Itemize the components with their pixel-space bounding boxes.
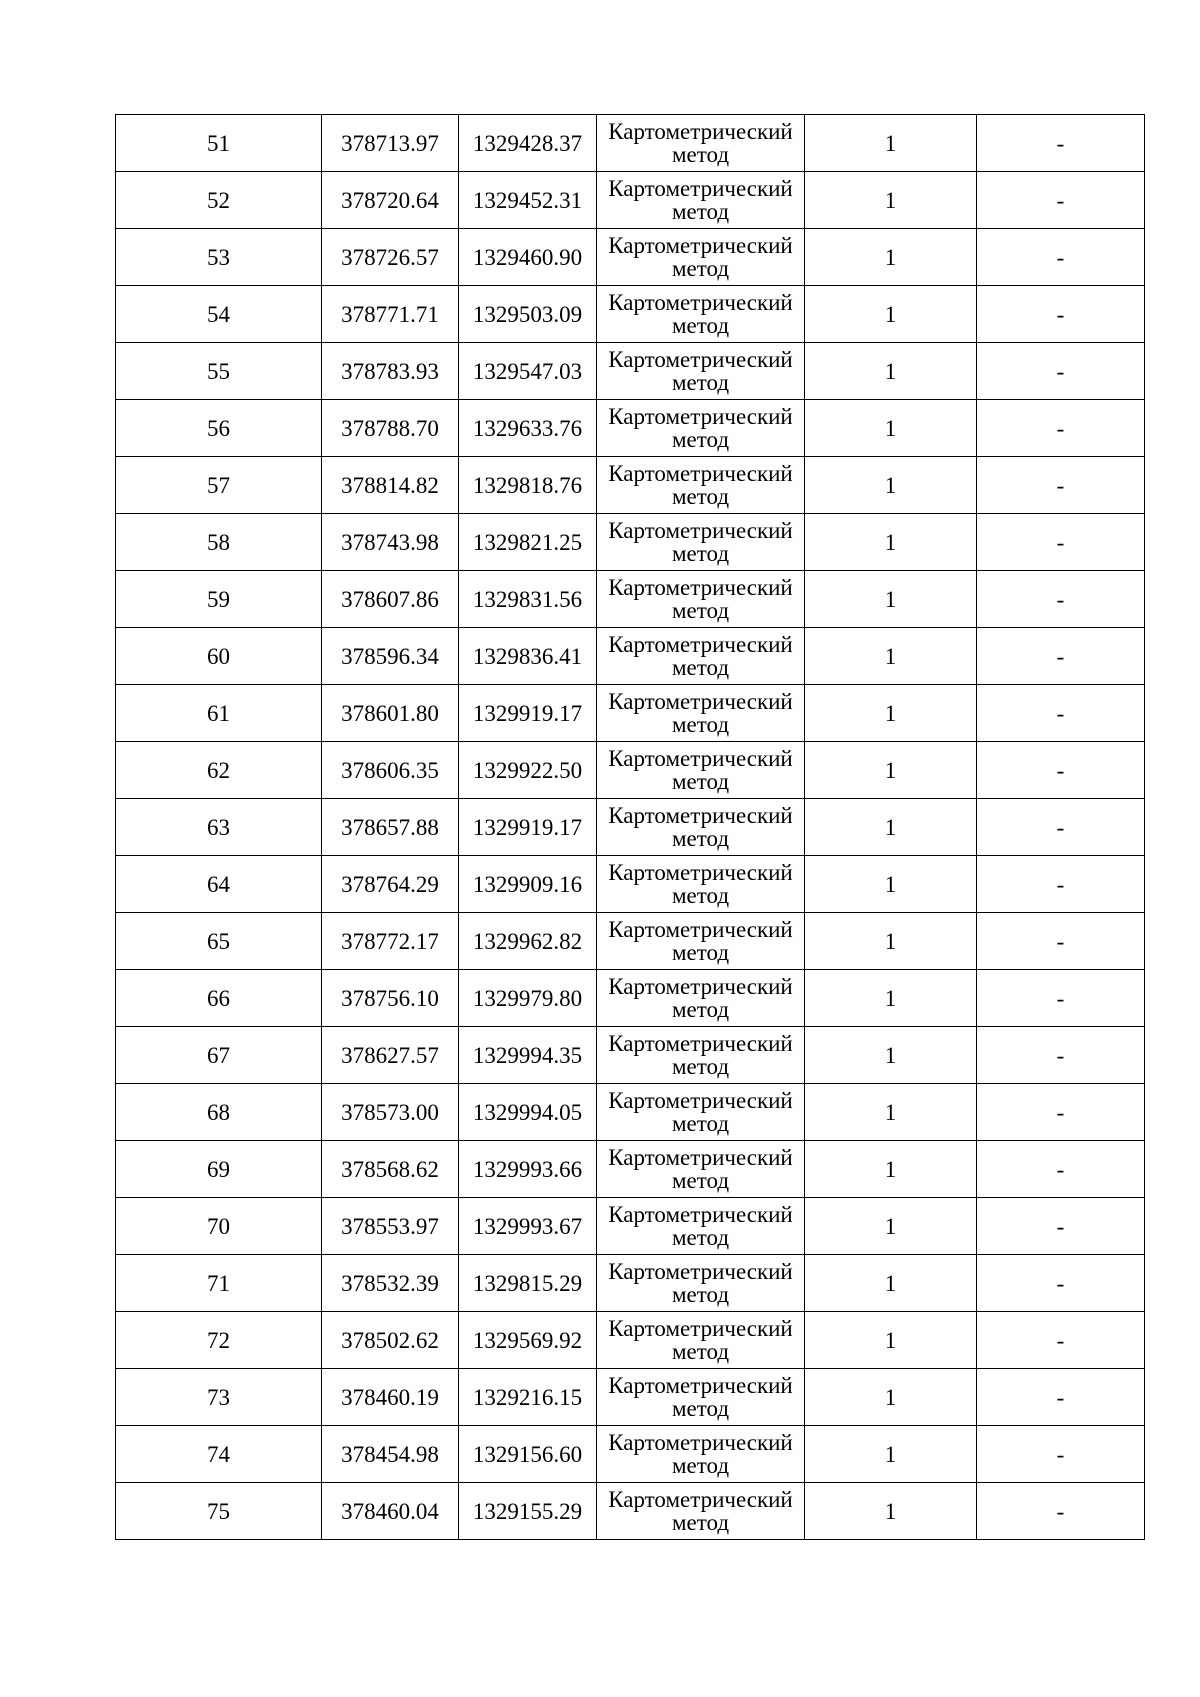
point-number-cell: 72 <box>116 1312 322 1369</box>
point-number-cell: 69 <box>116 1141 322 1198</box>
coordinates-table <box>115 114 1145 1540</box>
method-text-line2: метод <box>671 1054 730 1079</box>
description-cell: - <box>977 742 1145 799</box>
method-cell <box>597 799 805 856</box>
method-text-line2: метод <box>671 1282 730 1307</box>
method-text-line2: метод <box>671 1168 730 1193</box>
point-number-cell: 64 <box>116 856 322 913</box>
method-text-line2: метод <box>671 427 730 452</box>
method-text-line1: Картометрический <box>608 632 793 657</box>
method-text-line1: Картометрический <box>608 1259 793 1284</box>
point-number-cell: 62 <box>116 742 322 799</box>
accuracy-cell: 1 <box>805 571 977 628</box>
x-coordinate-cell: 378814.82 <box>322 457 459 514</box>
accuracy-cell: 1 <box>805 1255 977 1312</box>
point-number-cell: 65 <box>116 913 322 970</box>
table-row <box>116 1369 1145 1426</box>
method-cell <box>597 1483 805 1540</box>
method-text-line2: метод <box>671 1510 730 1535</box>
method-text-line1: Картометрический <box>608 233 793 258</box>
x-coordinate-cell: 378713.97 <box>322 115 459 172</box>
method-text-line1: Картометрический <box>608 575 793 600</box>
x-coordinate-cell: 378771.71 <box>322 286 459 343</box>
method-cell <box>597 343 805 400</box>
coordinates-table-body <box>116 115 1145 1540</box>
method-text-line1: Картометрический <box>608 746 793 771</box>
method-text-line1: Картометрический <box>608 404 793 429</box>
method-text-line1: Картометрический <box>608 974 793 999</box>
table-row <box>116 1198 1145 1255</box>
method-text-line2: метод <box>671 883 730 908</box>
method-text-line1: Картометрический <box>608 1316 793 1341</box>
description-cell: - <box>977 1084 1145 1141</box>
x-coordinate-cell: 378532.39 <box>322 1255 459 1312</box>
x-coordinate-cell: 378788.70 <box>322 400 459 457</box>
y-coordinate-cell: 1329994.05 <box>459 1084 597 1141</box>
method-text-line1: Картометрический <box>608 347 793 372</box>
method-text-line2: метод <box>671 1339 730 1364</box>
table-row <box>116 400 1145 457</box>
description-cell: - <box>977 1198 1145 1255</box>
x-coordinate-cell: 378460.19 <box>322 1369 459 1426</box>
method-text-line1: Картометрический <box>608 290 793 315</box>
accuracy-cell: 1 <box>805 970 977 1027</box>
y-coordinate-cell: 1329452.31 <box>459 172 597 229</box>
table-row <box>116 685 1145 742</box>
method-cell <box>597 685 805 742</box>
method-text-line2: метод <box>671 598 730 623</box>
accuracy-cell: 1 <box>805 229 977 286</box>
method-text-line1: Картометрический <box>608 1487 793 1512</box>
method-text-line2: метод <box>671 1396 730 1421</box>
table-row <box>116 343 1145 400</box>
method-text-line2: метод <box>671 256 730 281</box>
table-row <box>116 286 1145 343</box>
table-row <box>116 856 1145 913</box>
description-cell: - <box>977 400 1145 457</box>
x-coordinate-cell: 378720.64 <box>322 172 459 229</box>
x-coordinate-cell: 378657.88 <box>322 799 459 856</box>
method-cell <box>597 400 805 457</box>
method-cell <box>597 628 805 685</box>
method-text-line1: Картометрический <box>608 860 793 885</box>
point-number-cell: 68 <box>116 1084 322 1141</box>
accuracy-cell: 1 <box>805 514 977 571</box>
method-text-line1: Картометрический <box>608 461 793 486</box>
description-cell: - <box>977 970 1145 1027</box>
table-row <box>116 229 1145 286</box>
method-text-line2: метод <box>671 1111 730 1136</box>
table-row <box>116 514 1145 571</box>
method-cell <box>597 115 805 172</box>
point-number-cell: 75 <box>116 1483 322 1540</box>
description-cell: - <box>977 856 1145 913</box>
y-coordinate-cell: 1329919.17 <box>459 799 597 856</box>
method-text-line1: Картометрический <box>608 518 793 543</box>
x-coordinate-cell: 378783.93 <box>322 343 459 400</box>
y-coordinate-cell: 1329216.15 <box>459 1369 597 1426</box>
method-cell <box>597 970 805 1027</box>
table-row <box>116 1255 1145 1312</box>
point-number-cell: 70 <box>116 1198 322 1255</box>
table-row <box>116 1312 1145 1369</box>
table-row <box>116 1027 1145 1084</box>
x-coordinate-cell: 378601.80 <box>322 685 459 742</box>
method-text-line2: метод <box>671 142 730 167</box>
y-coordinate-cell: 1329993.67 <box>459 1198 597 1255</box>
method-cell <box>597 742 805 799</box>
description-cell: - <box>977 1141 1145 1198</box>
accuracy-cell: 1 <box>805 343 977 400</box>
table-row <box>116 799 1145 856</box>
accuracy-cell: 1 <box>805 913 977 970</box>
method-text-line2: метод <box>671 1225 730 1250</box>
description-cell: - <box>977 172 1145 229</box>
y-coordinate-cell: 1329922.50 <box>459 742 597 799</box>
method-text-line1: Картометрический <box>608 119 793 144</box>
accuracy-cell: 1 <box>805 742 977 799</box>
table-row <box>116 1483 1145 1540</box>
method-text-line1: Картометрический <box>608 1373 793 1398</box>
description-cell: - <box>977 799 1145 856</box>
table-row <box>116 172 1145 229</box>
y-coordinate-cell: 1329815.29 <box>459 1255 597 1312</box>
x-coordinate-cell: 378606.35 <box>322 742 459 799</box>
accuracy-cell: 1 <box>805 1426 977 1483</box>
method-text-line1: Картометрический <box>608 1430 793 1455</box>
y-coordinate-cell: 1329818.76 <box>459 457 597 514</box>
accuracy-cell: 1 <box>805 1369 977 1426</box>
y-coordinate-cell: 1329569.92 <box>459 1312 597 1369</box>
method-cell <box>597 1198 805 1255</box>
accuracy-cell: 1 <box>805 628 977 685</box>
description-cell: - <box>977 1027 1145 1084</box>
accuracy-cell: 1 <box>805 1312 977 1369</box>
method-cell <box>597 856 805 913</box>
table-row <box>116 970 1145 1027</box>
y-coordinate-cell: 1329460.90 <box>459 229 597 286</box>
x-coordinate-cell: 378502.62 <box>322 1312 459 1369</box>
point-number-cell: 67 <box>116 1027 322 1084</box>
y-coordinate-cell: 1329836.41 <box>459 628 597 685</box>
y-coordinate-cell: 1329993.66 <box>459 1141 597 1198</box>
point-number-cell: 60 <box>116 628 322 685</box>
point-number-cell: 73 <box>116 1369 322 1426</box>
description-cell: - <box>977 1255 1145 1312</box>
method-text-line1: Картометрический <box>608 917 793 942</box>
description-cell: - <box>977 1483 1145 1540</box>
x-coordinate-cell: 378726.57 <box>322 229 459 286</box>
method-cell <box>597 1369 805 1426</box>
point-number-cell: 74 <box>116 1426 322 1483</box>
description-cell: - <box>977 457 1145 514</box>
method-text-line2: метод <box>671 1453 730 1478</box>
point-number-cell: 56 <box>116 400 322 457</box>
description-cell: - <box>977 115 1145 172</box>
x-coordinate-cell: 378573.00 <box>322 1084 459 1141</box>
description-cell: - <box>977 571 1145 628</box>
accuracy-cell: 1 <box>805 1027 977 1084</box>
description-cell: - <box>977 1312 1145 1369</box>
y-coordinate-cell: 1329547.03 <box>459 343 597 400</box>
table-row <box>116 1426 1145 1483</box>
method-text-line2: метод <box>671 940 730 965</box>
point-number-cell: 51 <box>116 115 322 172</box>
y-coordinate-cell: 1329155.29 <box>459 1483 597 1540</box>
x-coordinate-cell: 378460.04 <box>322 1483 459 1540</box>
accuracy-cell: 1 <box>805 286 977 343</box>
table-row <box>116 742 1145 799</box>
table-row <box>116 913 1145 970</box>
y-coordinate-cell: 1329821.25 <box>459 514 597 571</box>
x-coordinate-cell: 378596.34 <box>322 628 459 685</box>
x-coordinate-cell: 378756.10 <box>322 970 459 1027</box>
table-row <box>116 457 1145 514</box>
method-text-line1: Картометрический <box>608 176 793 201</box>
method-text-line2: метод <box>671 199 730 224</box>
method-text-line1: Картометрический <box>608 689 793 714</box>
accuracy-cell: 1 <box>805 400 977 457</box>
point-number-cell: 59 <box>116 571 322 628</box>
y-coordinate-cell: 1329156.60 <box>459 1426 597 1483</box>
method-text-line2: метод <box>671 712 730 737</box>
method-text-line2: метод <box>671 484 730 509</box>
method-text-line1: Картометрический <box>608 1145 793 1170</box>
accuracy-cell: 1 <box>805 799 977 856</box>
method-text-line2: метод <box>671 997 730 1022</box>
point-number-cell: 71 <box>116 1255 322 1312</box>
method-text-line2: метод <box>671 313 730 338</box>
method-cell <box>597 229 805 286</box>
method-cell <box>597 1426 805 1483</box>
description-cell: - <box>977 1369 1145 1426</box>
y-coordinate-cell: 1329633.76 <box>459 400 597 457</box>
accuracy-cell: 1 <box>805 1198 977 1255</box>
method-cell <box>597 913 805 970</box>
x-coordinate-cell: 378568.62 <box>322 1141 459 1198</box>
point-number-cell: 54 <box>116 286 322 343</box>
accuracy-cell: 1 <box>805 457 977 514</box>
point-number-cell: 57 <box>116 457 322 514</box>
description-cell: - <box>977 628 1145 685</box>
table-row <box>116 1141 1145 1198</box>
method-cell <box>597 1027 805 1084</box>
accuracy-cell: 1 <box>805 685 977 742</box>
accuracy-cell: 1 <box>805 1084 977 1141</box>
x-coordinate-cell: 378764.29 <box>322 856 459 913</box>
method-cell <box>597 172 805 229</box>
description-cell: - <box>977 913 1145 970</box>
method-cell <box>597 1141 805 1198</box>
method-cell <box>597 571 805 628</box>
description-cell: - <box>977 343 1145 400</box>
y-coordinate-cell: 1329919.17 <box>459 685 597 742</box>
method-cell <box>597 1084 805 1141</box>
table-row <box>116 115 1145 172</box>
x-coordinate-cell: 378454.98 <box>322 1426 459 1483</box>
point-number-cell: 58 <box>116 514 322 571</box>
description-cell: - <box>977 514 1145 571</box>
y-coordinate-cell: 1329909.16 <box>459 856 597 913</box>
y-coordinate-cell: 1329994.35 <box>459 1027 597 1084</box>
point-number-cell: 63 <box>116 799 322 856</box>
y-coordinate-cell: 1329503.09 <box>459 286 597 343</box>
table-row <box>116 571 1145 628</box>
accuracy-cell: 1 <box>805 172 977 229</box>
method-cell <box>597 514 805 571</box>
description-cell: - <box>977 229 1145 286</box>
method-text-line2: метод <box>671 655 730 680</box>
x-coordinate-cell: 378772.17 <box>322 913 459 970</box>
x-coordinate-cell: 378743.98 <box>322 514 459 571</box>
y-coordinate-cell: 1329831.56 <box>459 571 597 628</box>
point-number-cell: 61 <box>116 685 322 742</box>
accuracy-cell: 1 <box>805 1141 977 1198</box>
method-text-line1: Картометрический <box>608 1088 793 1113</box>
x-coordinate-cell: 378607.86 <box>322 571 459 628</box>
table-row <box>116 1084 1145 1141</box>
description-cell: - <box>977 1426 1145 1483</box>
y-coordinate-cell: 1329979.80 <box>459 970 597 1027</box>
accuracy-cell: 1 <box>805 115 977 172</box>
method-text-line2: метод <box>671 370 730 395</box>
method-text-line1: Картометрический <box>608 1031 793 1056</box>
table-row <box>116 628 1145 685</box>
method-cell <box>597 457 805 514</box>
method-cell <box>597 1312 805 1369</box>
accuracy-cell: 1 <box>805 856 977 913</box>
accuracy-cell: 1 <box>805 1483 977 1540</box>
description-cell: - <box>977 685 1145 742</box>
y-coordinate-cell: 1329962.82 <box>459 913 597 970</box>
method-cell <box>597 1255 805 1312</box>
point-number-cell: 55 <box>116 343 322 400</box>
method-text-line2: метод <box>671 541 730 566</box>
method-text-line1: Картометрический <box>608 803 793 828</box>
point-number-cell: 66 <box>116 970 322 1027</box>
method-text-line2: метод <box>671 826 730 851</box>
point-number-cell: 53 <box>116 229 322 286</box>
description-cell: - <box>977 286 1145 343</box>
x-coordinate-cell: 378553.97 <box>322 1198 459 1255</box>
point-number-cell: 52 <box>116 172 322 229</box>
method-cell <box>597 286 805 343</box>
method-text-line1: Картометрический <box>608 1202 793 1227</box>
method-text-line2: метод <box>671 769 730 794</box>
y-coordinate-cell: 1329428.37 <box>459 115 597 172</box>
x-coordinate-cell: 378627.57 <box>322 1027 459 1084</box>
